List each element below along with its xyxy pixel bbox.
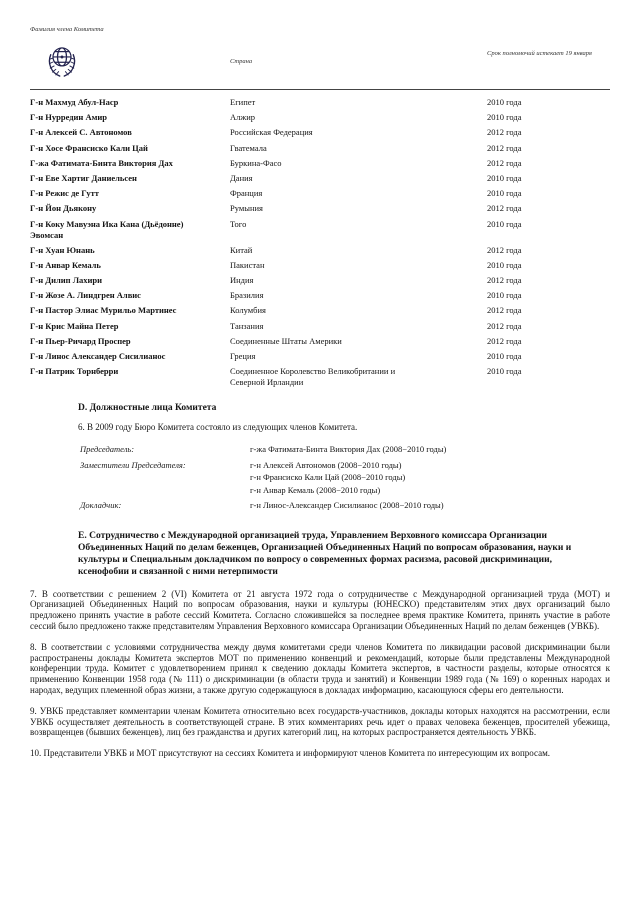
paragraph-7: 7. В соответствии с решением 2 (VI) Комитета от 21 августа 1972 года о сотрудничестве с Международной организацией труда (МОТ) и Организацией Объединенных Наций по вопросам образования, науки и культуры (ЮНЕСКО) представителям этих двух организаций было предложено принять участие в работе сессий Комитета. Согласно сложившейся за последнее время практике Комитета, принять участие в работе сессий было предложено также представителям Управления Верховного комиссара Организации Объединенных Наций по делам беженцев (УВКБ). bbox=[30, 588, 610, 632]
officer-row bbox=[80, 459, 610, 472]
officer-name: г-н Линос-Александер Сисилианос (2008−2010 годы) bbox=[250, 500, 444, 511]
member-row bbox=[30, 188, 610, 199]
member-row bbox=[30, 112, 610, 123]
member-name: Г-н Коку Мавуэна Ика Кана (Дьёдонне) Эвомсан bbox=[30, 218, 184, 240]
member-term-expiry: 2012 года bbox=[487, 203, 522, 214]
member-country: Дания bbox=[230, 172, 253, 183]
paragraph-9: 9. УВКБ представляет комментарии членам Комитета относительно всех государств-участников, доклады которых находятся на рассмотрении, если УВКБ осуществляет деятельность в соответствующей стране. В этих комментариях речь идет о правах человека беженцев, просителей убежища, возвращенцев (бывших беженцев), лиц без гражданства и других категорий лиц, на которых распространяется деятельность УВКБ. bbox=[30, 705, 610, 738]
un-emblem-icon bbox=[44, 42, 80, 82]
member-country: Алжир bbox=[230, 112, 256, 123]
officer-name: г-н Франсиско Кали Цай (2008−2010 годы) bbox=[250, 472, 406, 483]
members-table bbox=[30, 97, 610, 388]
member-term-expiry: 2010 года bbox=[487, 259, 522, 270]
section-e-title: E. Сотрудничество с Международной организацией труда, Управлением Верховного комиссара Организации Объединенных Наций по делам беженцев, Организацией Объединенных Наций по вопросам образования, науки и культуры и Специальным докладчиком по вопросу о современных формах расизма, расовой дискриминации, ксенофобии и связанной с ними нетерпимости bbox=[78, 530, 572, 577]
page-header bbox=[30, 26, 610, 90]
member-term-expiry: 2012 года bbox=[487, 335, 522, 346]
member-name: Г-н Махмуд Абул-Наср bbox=[30, 97, 119, 107]
officer-role-label: Заместители Председателя: bbox=[80, 459, 186, 470]
member-row bbox=[30, 203, 610, 214]
member-term-expiry: 2012 года bbox=[487, 305, 522, 316]
member-name: Г-н Дилип Лахири bbox=[30, 275, 103, 286]
officer-role-label: Председатель: bbox=[80, 444, 135, 455]
member-name: Г-н Йон Дьякону bbox=[30, 203, 97, 214]
member-row bbox=[30, 366, 610, 388]
member-name: Г-н Линос Александер Сисилианос bbox=[30, 351, 166, 361]
member-country: Китай bbox=[230, 244, 253, 255]
member-name: Г-жа Фатимата-Бинта Виктория Дах bbox=[30, 157, 173, 168]
member-country: Пакистан bbox=[230, 259, 265, 270]
member-name: Г-н Патрик Торнберри bbox=[30, 366, 119, 377]
officer-role-label bbox=[80, 484, 250, 497]
member-row bbox=[30, 336, 610, 347]
officer-name: г-жа Фатимата-Бинта Виктория Дах (2008−2010 годы) bbox=[250, 444, 447, 455]
officer-name: г-н Анвар Кемаль (2008−2010 годы) bbox=[250, 484, 381, 495]
member-country: Франция bbox=[230, 188, 263, 199]
member-country: Соединенные Штаты Америки bbox=[230, 335, 342, 346]
member-row bbox=[30, 219, 610, 241]
member-country: Соединенное Королевство Великобритании и Северной Ирландии bbox=[230, 366, 396, 388]
member-term-expiry: 2010 года bbox=[487, 172, 522, 183]
member-row bbox=[30, 351, 610, 362]
member-term-expiry: 2012 года bbox=[487, 275, 522, 286]
member-country: Колумбия bbox=[230, 305, 266, 316]
member-country: Того bbox=[230, 218, 247, 229]
member-term-expiry: 2010 года bbox=[487, 366, 522, 377]
header-divider bbox=[30, 89, 610, 90]
member-name: Г-н Пьер-Ричард Проспер bbox=[30, 335, 131, 346]
member-term-expiry: 2010 года bbox=[487, 290, 522, 301]
member-row bbox=[30, 321, 610, 332]
member-term-expiry: 2010 года bbox=[487, 218, 522, 229]
member-row bbox=[30, 158, 610, 169]
member-row bbox=[30, 260, 610, 271]
officer-row bbox=[80, 499, 610, 512]
member-row bbox=[30, 97, 610, 108]
officer-role-label bbox=[80, 471, 250, 484]
member-country: Египет bbox=[230, 97, 256, 107]
member-term-expiry: 2010 года bbox=[487, 351, 522, 361]
member-term-expiry: 2010 года bbox=[487, 112, 522, 123]
member-name: Г-н Анвар Кемаль bbox=[30, 259, 101, 270]
member-name: Г-н Нурредин Амир bbox=[30, 112, 108, 123]
member-country: Буркина-Фасо bbox=[230, 157, 282, 168]
member-name: Г-н Хуан Юнань bbox=[30, 244, 95, 255]
member-row bbox=[30, 305, 610, 316]
member-surname-note: Фамилия члена Комитета bbox=[30, 26, 104, 33]
officers-list bbox=[80, 443, 610, 512]
column-header-country: Страна bbox=[230, 58, 253, 65]
member-term-expiry: 2012 года bbox=[487, 244, 522, 255]
member-name: Г-н Еве Хартиг Даниельсен bbox=[30, 172, 137, 183]
section-d-title: D. Должностные лица Комитета bbox=[78, 403, 217, 414]
member-name: Г-н Хосе Франсиско Кали Цай bbox=[30, 142, 148, 153]
member-country: Греция bbox=[230, 351, 256, 361]
member-country: Танзания bbox=[230, 320, 264, 331]
member-country: Российская Федерация bbox=[230, 127, 313, 138]
officer-row bbox=[80, 443, 610, 456]
officer-row bbox=[80, 471, 610, 484]
member-term-expiry: 2012 года bbox=[487, 320, 522, 331]
member-row bbox=[30, 173, 610, 184]
member-name: Г-н Режис де Гутт bbox=[30, 188, 99, 199]
member-term-expiry: 2010 года bbox=[487, 97, 522, 107]
officer-row bbox=[80, 484, 610, 497]
member-country: Бразилия bbox=[230, 290, 264, 301]
member-name: Г-н Крис Майна Петер bbox=[30, 320, 119, 331]
member-term-expiry: 2012 года bbox=[487, 127, 522, 138]
member-row bbox=[30, 245, 610, 256]
member-country: Индия bbox=[230, 275, 254, 286]
member-name: Г-н Жозе А. Линдгрен Алвис bbox=[30, 290, 141, 301]
member-row bbox=[30, 127, 610, 138]
member-name: Г-н Алексей С. Автономов bbox=[30, 127, 132, 138]
paragraph-8: 8. В соответствии с условиями сотрудничества между двумя комитетами среди членов Комитета по ликвидации расовой дискриминации были распространены доклады Комитета экспертов МОТ по применению конвенций и рекомендаций, которые были представлены Международной конференции труда. Комитет с удовлетворением принял к сведению доклады Комитета экспертов, в частности разделы, которые относятся к применению Конвенции 1958 года (№ 111) о дискриминации (в области труда и занятий) и Конвенции 1989 года (№ 169) о коренных народах и народах, ведущих племенной образ жизни, а также другую содержащуюся в докладах информацию, касающуюся сферы его деятельности. bbox=[30, 641, 610, 696]
member-term-expiry: 2012 года bbox=[487, 142, 522, 153]
member-row bbox=[30, 290, 610, 301]
member-country: Гватемала bbox=[230, 142, 267, 153]
member-term-expiry: 2012 года bbox=[487, 157, 522, 168]
member-country: Румыния bbox=[230, 203, 263, 214]
member-name: Г-н Пастор Элиас Мурильо Мартинес bbox=[30, 305, 177, 316]
column-header-term: Срок полномочий истекает 19 января bbox=[487, 50, 592, 57]
officer-name: г-н Алексей Автономов (2008−2010 годы) bbox=[250, 459, 402, 470]
member-term-expiry: 2010 года bbox=[487, 188, 522, 199]
paragraph-10: 10. Представители УВКБ и МОТ присутствуют на сессиях Комитета и информируют членов Комитета по интересующим их вопросам. bbox=[30, 748, 551, 759]
member-row bbox=[30, 143, 610, 154]
member-row bbox=[30, 275, 610, 286]
officer-role-label: Докладчик: bbox=[80, 500, 122, 511]
paragraph-6: 6. В 2009 году Бюро Комитета состояло из следующих членов Комитета. bbox=[78, 422, 358, 433]
